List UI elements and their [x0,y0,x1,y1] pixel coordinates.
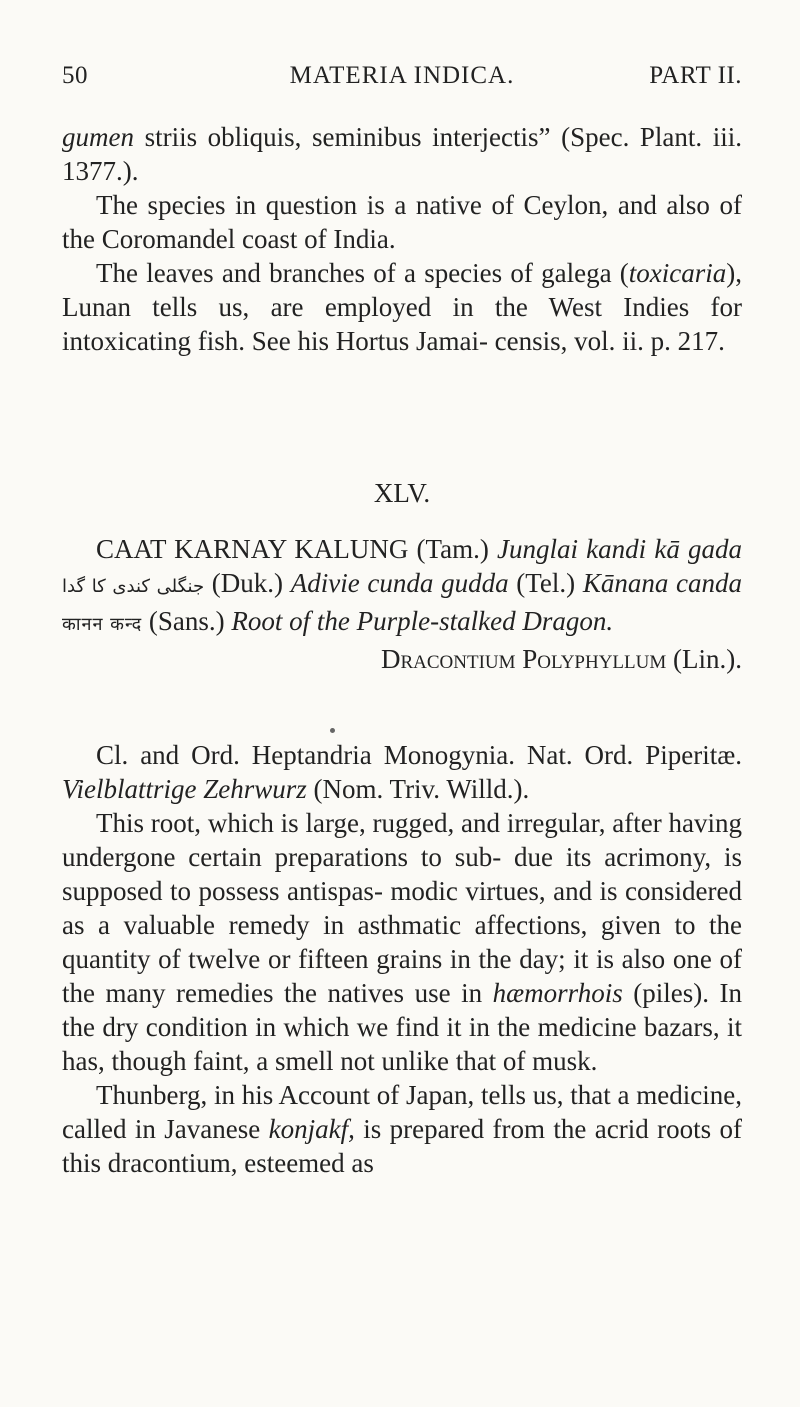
running-header [62,62,742,102]
paragraph-quote-end [62,120,742,188]
entry-heading-block [62,532,742,676]
italic-word: gumen [62,122,134,152]
lang-tag: (Duk.) [204,568,291,598]
latin-name-line [62,642,742,676]
paragraph-text: Thunberg, in his Account of Japan, tells us, that a medicine, called in Javanese [62,1080,742,1144]
lang-tag: (Tam.) [408,534,498,564]
telugu-name: Adivie cunda gudda [290,568,509,598]
tamil-name: CAAT KARNAY KALUNG [96,534,409,564]
lang-tag: (Tel.) [508,568,583,598]
german-name: Vielblattrige Zehrwurz [62,774,307,804]
paragraph-root [62,806,742,1078]
paragraph-text: This root, which is large, rugged, and irregular, after having undergone certain preparations to sub- due its acrimony, is supposed to possess antispas- modic virtues, and is considered as a valuable remedy in asthmatic affections, given to the quantity of twelve or fifteen grains in the day; it is also one of the many remedies the natives use in [62,808,742,1008]
paragraph-text: is prepared from the acrid roots of this dracontium, esteemed as [62,1114,742,1178]
paragraph-text: striis obliquis, seminibus interjectis” (Spec. Plant. iii. 1377.). [62,122,742,186]
paragraph-classification [62,738,742,806]
paragraph-text: (Nom. Triv. Willd.). [306,774,530,804]
paragraph-text: ), Lunan tells us, are employed in the West Indies for intoxicating fish. See his Hortus Jamai- censis, vol. ii. p. 217. [62,258,742,356]
italic-word: hæmorrhois [492,978,623,1008]
page-number: 50 [62,62,88,89]
italic-word: konjakf, [268,1114,355,1144]
paragraph-text: (piles). In the dry condition in which we find it in the medicine bazars, it has, though faint, a smell not unlike that of musk. [62,978,742,1076]
sanskrit-name: Kānana canda [582,568,743,598]
paragraph-thunberg [62,1078,742,1180]
paragraph-native: The species in question is a native of Ceylon, and also of the Coromandel coast of India. [62,190,742,254]
section-number: XLV. [373,478,431,508]
ink-dot [330,728,335,733]
english-name: Root of the Purple-stalked Dragon. [231,606,614,636]
part-label: PART II. [649,62,742,89]
urdu-script: جنگلی کندی کا گدا [62,576,205,597]
upper-text-block [62,120,742,358]
italic-word: toxicaria [628,258,727,288]
lang-tag: (Lin.). [666,644,742,674]
paragraph-galega [62,256,742,358]
lower-text-block [62,738,742,1180]
hindi-name: Junglai kandi kā gada [497,534,742,564]
paragraph-text: Cl. and Ord. Heptandria Monogynia. Nat. Ord. Piperitæ. [96,740,742,770]
paragraph-text: The leaves and branches of a species of galega ( [96,258,629,288]
latin-name: Dracontium Polyphyllum [380,644,667,674]
running-title: MATERIA INDICA. [289,62,515,89]
devanagari-script: कानन कन्द [62,614,143,635]
entry-names [62,532,742,642]
lang-tag: (Sans.) [142,606,232,636]
